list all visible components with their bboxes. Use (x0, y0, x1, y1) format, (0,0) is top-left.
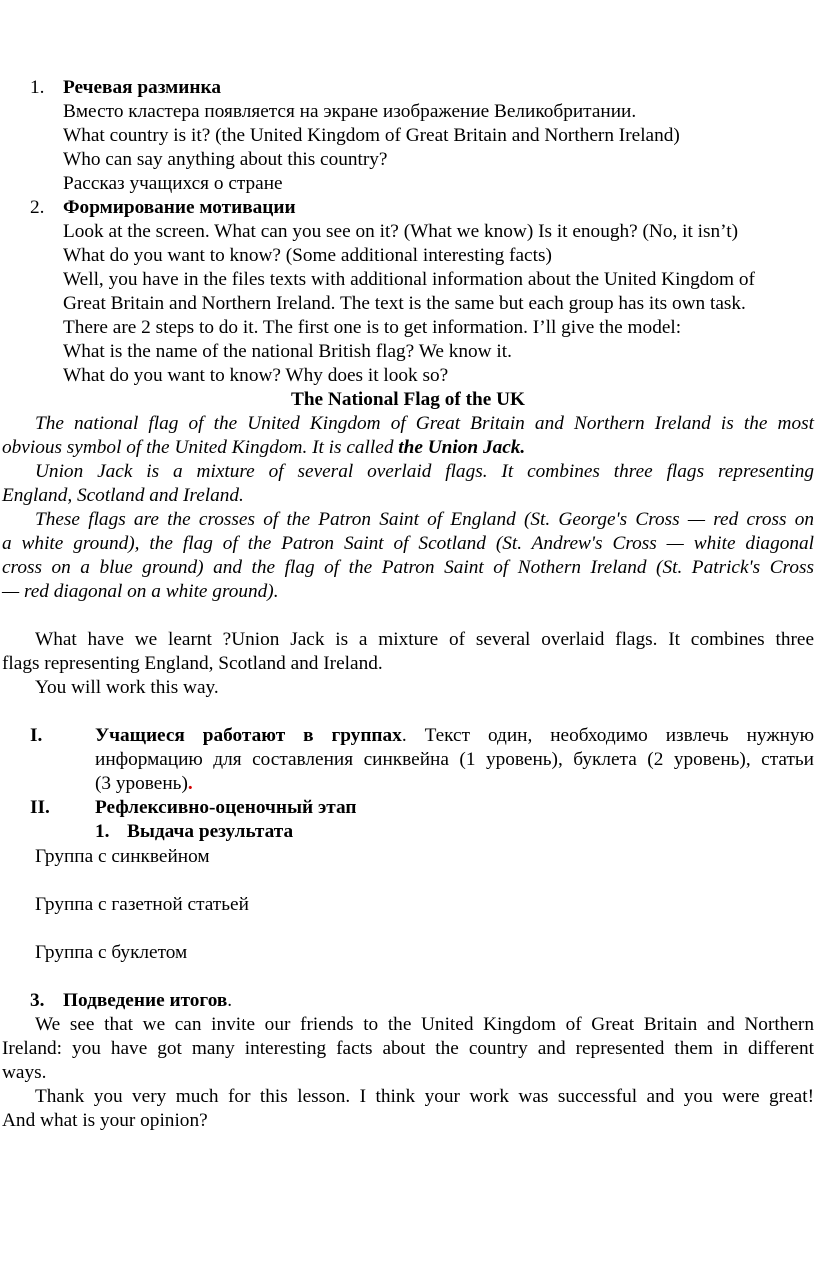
group-item: Группа с синквейном (35, 846, 210, 867)
red-dot: . (187, 773, 193, 794)
section-I-line: информацию для составления синквейна (1 уровень), буклета (2 уровень), статьи (95, 749, 814, 770)
section-1-line: What country is it? (the United Kingdom of Great Britain and Northern Ireland) (63, 125, 680, 146)
section-II-number: II. (30, 797, 50, 818)
section-2-line: What do you want to know? Why does it look so? (63, 365, 449, 386)
conclusion-line: Ireland: you have got many interesting facts about the country and represented them in different (2, 1038, 814, 1059)
section-2-line: Look at the screen. What can you see on it? (What we know) Is it enough? (No, it isn’t) (63, 221, 739, 242)
section-2-title: Формирование мотивации (63, 197, 296, 218)
learnt-line: What have we learnt ?Union Jack is a mixture of several overlaid flags. It combines three (35, 629, 814, 650)
section-3-title: Подведение итогов (63, 990, 228, 1011)
group-item: Группа с газетной статьей (35, 894, 249, 915)
conclusion-line: ways. (2, 1062, 47, 1083)
section-2-line: What is the name of the national British flag? We know it. (63, 341, 512, 362)
section-1-number: 1. (30, 77, 45, 98)
section-3-number: 3. (30, 990, 45, 1011)
section-I-title: Учащиеся работают в группах (95, 725, 402, 746)
conclusion-line: And what is your opinion? (2, 1110, 208, 1131)
flag-paragraph-line: cross on a blue ground) and the flag of the Patron Saint of Nothern Ireland (St. Patrick's Cross (2, 557, 814, 578)
section-1-line: Вместо кластера появляется на экране изображение Великобритании. (63, 101, 637, 122)
section-I-line: (3 уровень). (95, 773, 193, 794)
flag-text-heading: The National Flag of the UK (290, 389, 526, 410)
subsection-title: Выдача результата (127, 821, 294, 842)
section-2-number: 2. (30, 197, 45, 218)
section-I-number: I. (30, 725, 43, 746)
section-1-line: Who can say anything about this country? (63, 149, 388, 170)
learnt-line: You will work this way. (35, 677, 219, 698)
conclusion-line: Thank you very much for this lesson. I think your work was successful and you were great! (35, 1086, 814, 1107)
flag-paragraph-line: Union Jack is a mixture of several overlaid flags. It combines three flags representing (35, 461, 814, 482)
flag-paragraph-line: England, Scotland and Ireland. (2, 485, 244, 506)
flag-paragraph-line: — red diagonal on a white ground). (2, 581, 279, 602)
section-I-line: Учащиеся работают в группах. Текст один, необходимо извлечь нужную (95, 725, 815, 746)
section-3-heading: Подведение итогов. (63, 990, 233, 1011)
subsection-number: 1. (95, 821, 110, 842)
section-II-title: Рефлексивно-оценочный этап (95, 797, 357, 818)
section-2-line: There are 2 steps to do it. The first one is to get information. I’ll give the model: (63, 317, 682, 338)
learnt-line: flags representing England, Scotland and Ireland. (2, 653, 383, 674)
section-1-line: Рассказ учащихся о стране (63, 173, 283, 194)
flag-paragraph-line: The national flag of the United Kingdom of Great Britain and Northern Ireland is the most (35, 413, 814, 434)
group-item: Группа с буклетом (35, 942, 188, 963)
section-1-title: Речевая разминка (63, 77, 221, 98)
flag-paragraph-line: a white ground), the flag of the Patron Saint of Scotland (St. Andrew's Cross — white diagonal (2, 533, 814, 554)
flag-paragraph-line: These flags are the crosses of the Patron Saint of England (St. George's Cross — red cross on (35, 509, 814, 530)
union-jack-emphasis: the Union Jack. (398, 437, 526, 458)
section-2-line: Great Britain and Northern Ireland. The text is the same but each group has its own task. (63, 293, 746, 314)
conclusion-line: We see that we can invite our friends to the United Kingdom of Great Britain and Northern (35, 1014, 814, 1035)
section-2-line: What do you want to know? (Some additional interesting facts) (63, 245, 552, 266)
section-2-line: Well, you have in the files texts with additional information about the United Kingdom of (63, 269, 755, 290)
flag-paragraph-line: obvious symbol of the United Kingdom. It is called the Union Jack. (2, 437, 526, 458)
